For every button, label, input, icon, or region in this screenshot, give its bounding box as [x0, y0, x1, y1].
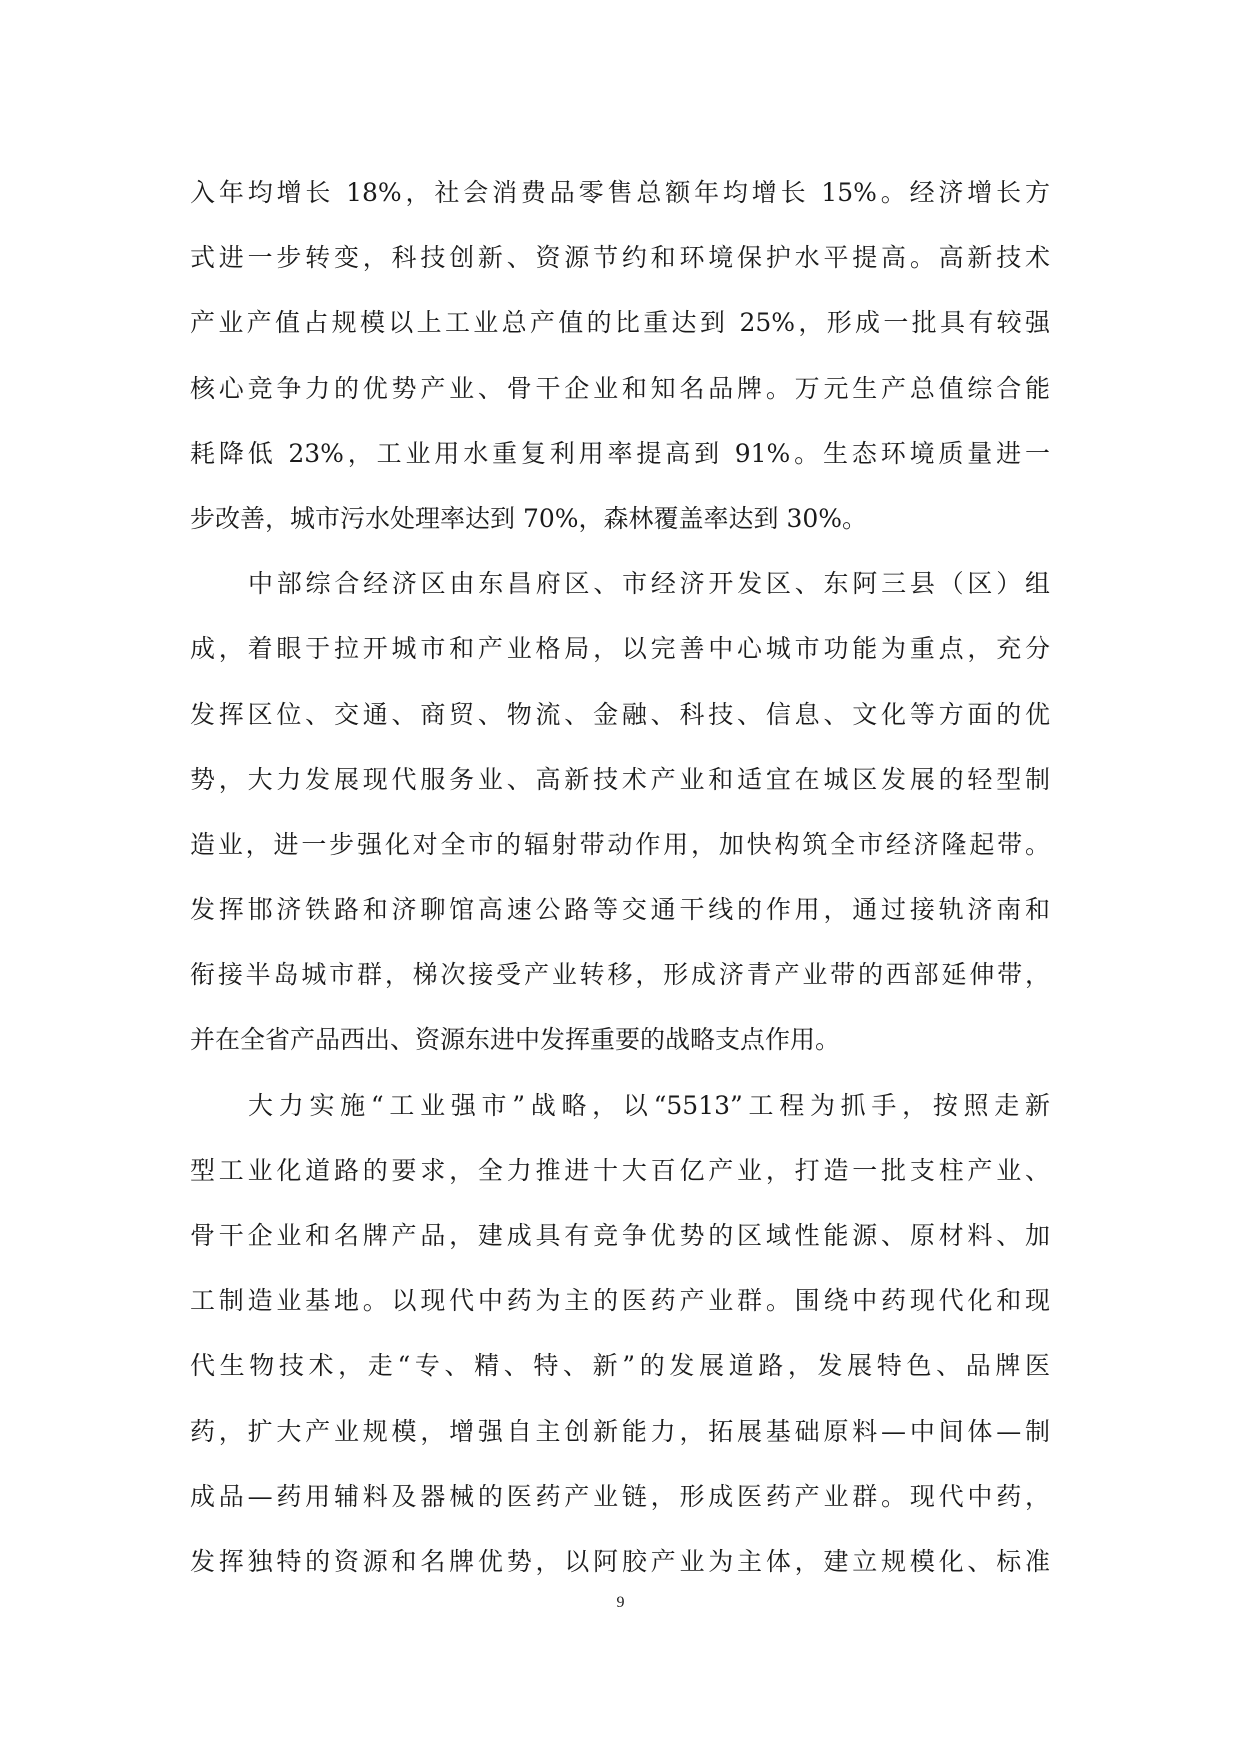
text-line: 型工业化道路的要求，全力推进十大百亿产业，打造一批支柱产业、 — [190, 1155, 1050, 1185]
paragraph-first-line: 中部综合经济区由东昌府区、市经济开发区、东阿三县（区）组 — [248, 569, 1050, 599]
text-line: 发挥独特的资源和名牌优势，以阿胶产业为主体，建立规模化、标准 — [190, 1546, 1050, 1576]
text-line: 工制造业基地。以现代中药为主的医药产业群。围绕中药现代化和现 — [190, 1286, 1050, 1316]
text-line: 核心竞争力的优势产业、骨干企业和知名品牌。万元生产总值综合能 — [190, 373, 1050, 403]
text-line: 衔接半岛城市群，梯次接受产业转移，形成济青产业带的西部延伸带， — [190, 960, 1050, 990]
text-line: 成，着眼于拉开城市和产业格局，以完善中心城市功能为重点，充分 — [190, 634, 1050, 664]
page-number: 9 — [616, 1594, 625, 1611]
text-line: 式进一步转变，科技创新、资源节约和环境保护水平提高。高新技术 — [190, 243, 1050, 273]
text-line: 造业，进一步强化对全市的辐射带动作用，加快构筑全市经济隆起带。 — [190, 829, 1050, 859]
text-line: 势，大力发展现代服务业、高新技术产业和适宜在城区发展的轻型制 — [190, 764, 1050, 794]
text-line: 并在全省产品西出、资源东进中发挥重要的战略支点作用。 — [190, 1025, 841, 1055]
text-line: 发挥邯济铁路和济聊馆高速公路等交通干线的作用，通过接轨济南和 — [190, 895, 1050, 925]
text-line: 发挥区位、交通、商贸、物流、金融、科技、信息、文化等方面的优 — [190, 699, 1050, 729]
text-line: 成品—药用辅料及器械的医药产业链，形成医药产业群。现代中药， — [190, 1481, 1050, 1511]
text-line: 耗降低 23%，工业用水重复利用率提高到 91%。生态环境质量进一 — [190, 438, 1050, 468]
text-line: 代生物技术，走“专、精、特、新”的发展道路，发展特色、品牌医 — [190, 1351, 1050, 1381]
text-line: 骨干企业和名牌产品，建成具有竞争优势的区域性能源、原材料、加 — [190, 1221, 1050, 1250]
text-line: 步改善，城市污水处理率达到 70%，森林覆盖率达到 30%。 — [190, 503, 868, 533]
paragraph-first-line: 大力实施“工业强市”战略，以“5513”工程为抓手，按照走新 — [248, 1090, 1050, 1120]
text-line: 药，扩大产业规模，增强自主创新能力，拓展基础原料—中间体—制 — [190, 1416, 1050, 1446]
body-text — [190, 160, 1050, 1594]
text-line: 产业产值占规模以上工业总产值的比重达到 25%，形成一批具有较强 — [190, 308, 1050, 338]
text-line: 入年均增长 18%，社会消费品零售总额年均增长 15%。经济增长方 — [190, 178, 1050, 207]
